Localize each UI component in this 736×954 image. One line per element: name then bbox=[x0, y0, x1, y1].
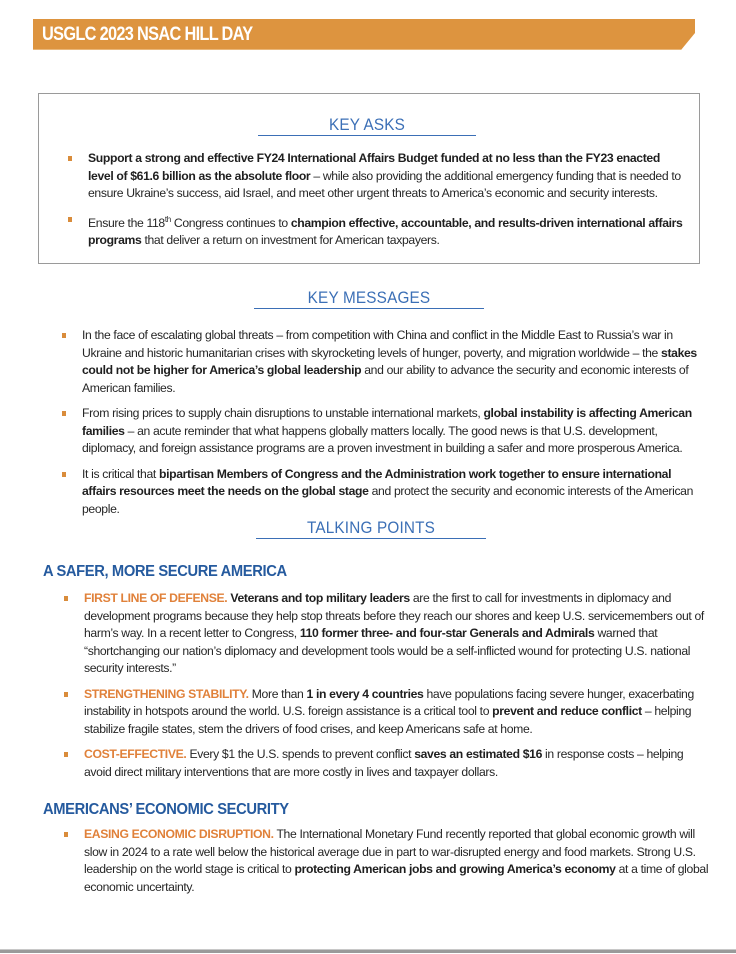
body-text: The International Monetary Fund recently reported that global economic growth will slow in 2024 to a rate well below the historical average due in part to war-disrupted energy and food markets. Strong U.S. leadership on the world stage is critical to bbox=[84, 827, 696, 876]
square-bullet-icon bbox=[68, 156, 72, 161]
square-bullet-icon bbox=[64, 832, 68, 837]
emphasis-text: global instability is affecting American families bbox=[82, 406, 692, 438]
title-banner bbox=[33, 19, 695, 50]
square-bullet-icon bbox=[64, 596, 68, 601]
key-asks-list bbox=[66, 150, 686, 258]
list-item bbox=[62, 746, 710, 781]
body-text: at a time of global economic uncertainty. bbox=[84, 862, 709, 894]
square-bullet-icon bbox=[62, 333, 66, 338]
lead-label: COST-EFFECTIVE. bbox=[84, 747, 187, 761]
key-messages-heading: KEY MESSAGES bbox=[307, 288, 431, 307]
talking-points-heading: TALKING POINTS bbox=[306, 518, 436, 537]
body-text: and our ability to advance the security and economic interests of American families. bbox=[82, 363, 689, 395]
list-item bbox=[60, 466, 706, 519]
key-asks-underline bbox=[258, 135, 476, 136]
list-item bbox=[66, 150, 686, 203]
section-heading-safer-america: A SAFER, MORE SECURE AMERICA bbox=[43, 563, 287, 580]
body-text: are the first to call for investments in diplomacy and development programs because they help stop threats before they reach our shores and keep U.S. servicemembers out of harm’s way. In a recent letter to Congress, bbox=[84, 591, 704, 640]
square-bullet-icon bbox=[68, 217, 72, 222]
emphasis-text: stakes could not be higher for America’s global leadership bbox=[82, 345, 697, 377]
body-text: – while also providing the additional emergency funding that is needed to ensure Ukraine’s success, aid Israel, and meet other urgent threats to America’s economic and security interests. bbox=[88, 168, 681, 200]
emphasis-text: champion effective, accountable, and results-driven international affairs programs bbox=[88, 215, 683, 248]
list-item bbox=[66, 211, 686, 250]
list-item bbox=[60, 327, 706, 397]
body-text: have populations facing severe hunger, exacerbating instability in hotspots around the world. U.S. foreign assistance is a critical tool to bbox=[84, 686, 694, 718]
square-bullet-icon bbox=[64, 692, 68, 697]
superscript: th bbox=[164, 214, 171, 224]
emphasis-text: prevent and reduce conflict bbox=[492, 704, 642, 718]
section-heading-economic-security: AMERICANS’ ECONOMIC SECURITY bbox=[43, 801, 289, 818]
emphasis-text: Support a strong and effective FY24 International Affairs Budget funded at no less than the FY23 enacted level of $61.6 billion as the absolute floor bbox=[88, 151, 660, 183]
lead-label: EASING ECONOMIC DISRUPTION. bbox=[84, 827, 274, 841]
list-item bbox=[62, 590, 710, 678]
key-asks-heading: KEY ASKS bbox=[328, 115, 405, 134]
body-text: in response costs – helping avoid direct military interventions that are more costly in lives and taxpayer dollars. bbox=[84, 747, 684, 779]
body-text: warned that “shortchanging our nation’s diplomacy and development tools would be a self-inflicted wound for protecting U.S. national security interests.” bbox=[84, 626, 691, 675]
lead-label: FIRST LINE OF DEFENSE. bbox=[84, 591, 228, 605]
body-text: – an acute reminder that what happens globally matters locally. The good news is that U.S. development, diplomacy, and foreign assistance programs are a proven investment in building a safer and more prosperous America. bbox=[82, 423, 683, 455]
emphasis-text: 1 in every 4 countries bbox=[306, 686, 424, 701]
body-text: Every $1 the U.S. spends to prevent conflict bbox=[186, 747, 415, 761]
body-text: Congress continues to bbox=[170, 215, 291, 230]
lead-label: STRENGTHENING STABILITY. bbox=[84, 686, 249, 701]
body-text: It is critical that bbox=[82, 466, 159, 481]
list-item bbox=[62, 826, 710, 896]
page-bottom-divider bbox=[0, 949, 736, 953]
list-item bbox=[60, 405, 706, 458]
body-text: From rising prices to supply chain disruptions to unstable international markets, bbox=[82, 406, 484, 420]
page-title: USGLC 2023 NSAC HILL DAY bbox=[42, 24, 253, 45]
emphasis-text: Veterans and top military leaders bbox=[230, 591, 410, 605]
emphasis-text: 110 former three- and four-star Generals and Admirals bbox=[299, 626, 595, 640]
square-bullet-icon bbox=[64, 752, 68, 757]
body-text: In the face of escalating global threats – from competition with China and conflict in the Middle East to Russia’s war in Ukraine and historic humanitarian crises with skyrocketing levels of hunger, poverty, and migration worldwide – the bbox=[82, 328, 673, 360]
emphasis-text: bipartisan Members of Congress and the Administration work together to ensure international affairs resources meet the needs on the global stage bbox=[82, 466, 672, 498]
body-text: More than bbox=[248, 686, 307, 701]
emphasis-text: protecting American jobs and growing America’s economy bbox=[294, 862, 616, 876]
square-bullet-icon bbox=[62, 411, 66, 416]
key-messages-underline bbox=[254, 308, 484, 309]
body-text: and protect the security and economic interests of the American people. bbox=[82, 484, 694, 516]
body-text: – helping stabilize fragile states, stem the drivers of food crises, and keep Americans safe at home. bbox=[84, 704, 692, 736]
body-text: Ensure the 118 bbox=[88, 215, 165, 230]
key-messages-list bbox=[60, 327, 706, 526]
economic-security-list bbox=[62, 826, 710, 904]
square-bullet-icon bbox=[62, 472, 66, 477]
emphasis-text: saves an estimated $16 bbox=[414, 747, 543, 761]
talking-points-underline bbox=[256, 538, 486, 539]
safer-america-list bbox=[62, 590, 710, 789]
list-item bbox=[62, 686, 710, 739]
body-text: that deliver a return on investment for American taxpayers. bbox=[141, 233, 440, 248]
